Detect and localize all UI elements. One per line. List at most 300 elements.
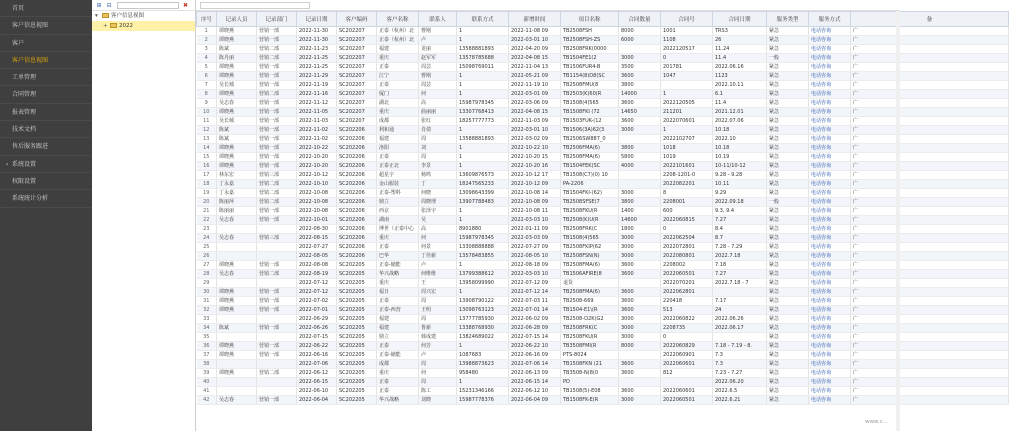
table-cell: 电话咨询 [809, 288, 851, 297]
table-cell: 吴长城 [217, 81, 257, 90]
table-cell: TB2508FRK(C [561, 324, 619, 333]
table-cell: 2022-04-08 15 [509, 54, 561, 63]
table-row[interactable] [197, 108, 1009, 117]
table-cell: 吴志春 [217, 234, 257, 243]
table-cell: 2022-11-03 09 [509, 117, 561, 126]
table-cell: 谭晓燕 [217, 369, 257, 378]
table-cell: 紧急 [767, 117, 809, 126]
table-row[interactable] [197, 342, 1009, 351]
tree-node[interactable] [92, 11, 195, 21]
sidebar-item[interactable] [0, 156, 92, 173]
table-row[interactable] [197, 207, 1009, 216]
table-cell: 2022.06.26 [713, 315, 767, 324]
table-row[interactable] [197, 252, 1009, 261]
table-cell: 西京 [377, 207, 419, 216]
table-cell: 正泰-塑料 [377, 189, 419, 198]
table-cell: SC202206 [337, 243, 377, 252]
table-cell: 福建 [377, 45, 419, 54]
table-cell: 紧急 [767, 243, 809, 252]
table-cell: 1 [457, 144, 509, 153]
table-row[interactable] [197, 351, 1009, 360]
table-cell: 何 [419, 369, 457, 378]
table-row[interactable] [197, 270, 1009, 279]
table-row[interactable] [197, 144, 1009, 153]
table-cell: 1 [457, 378, 509, 387]
table-cell: 紧急 [767, 90, 809, 99]
clear-search-icon[interactable]: ✖ [183, 1, 189, 9]
table-cell: 18 [197, 180, 217, 189]
table-cell [257, 360, 297, 369]
table-cell: 营销二部 [257, 180, 297, 189]
sidebar-item-label: 客户信息视图 [12, 56, 49, 64]
table-row[interactable] [197, 378, 1009, 387]
table-cell: 1 [457, 288, 509, 297]
table-cell: 2022-06-16 [297, 351, 337, 360]
table-cell: 15231346166 [457, 387, 509, 396]
table-cell: 2022062504 [661, 234, 713, 243]
table-cell: 3500 [619, 63, 661, 72]
table-row[interactable] [197, 117, 1009, 126]
table-cell: 3800 [619, 144, 661, 153]
table-cell: 1001 [661, 27, 713, 36]
table-cell: 14 [197, 144, 217, 153]
table-cell: 3600 [619, 369, 661, 378]
table-cell: SC202206 [337, 234, 377, 243]
table-row[interactable] [197, 27, 1009, 36]
table-cell: 电话咨询 [809, 90, 851, 99]
table-cell: 13799388612 [457, 270, 509, 279]
sidebar-item[interactable] [0, 173, 92, 190]
table-cell: 王 [419, 279, 457, 288]
sidebar-item[interactable] [0, 17, 92, 34]
table-cell: SC202205 [337, 369, 377, 378]
table-cell: 营销二部 [257, 270, 297, 279]
column-header[interactable]: 联系方式 [457, 12, 509, 27]
table-cell: 13578785688 [457, 54, 509, 63]
table-cell: 谭晓燕 [217, 162, 257, 171]
table-cell: SC202206 [337, 144, 377, 153]
table-cell: 1800 [619, 225, 661, 234]
sidebar-item[interactable] [0, 138, 92, 155]
table-cell: 紧急 [767, 234, 809, 243]
column-header[interactable]: 记录部门 [257, 12, 297, 27]
table-cell: 营销一部 [257, 36, 297, 45]
table-row[interactable] [197, 243, 1009, 252]
table-cell: 2022-11-12 [297, 99, 337, 108]
table-cell: 福建 [377, 135, 419, 144]
table-row[interactable] [197, 153, 1009, 162]
table-cell: SC202206 [337, 225, 377, 234]
table-cell: 电话咨询 [809, 27, 851, 36]
table-cell: 6 [197, 72, 217, 81]
table-cell: 电话咨询 [809, 360, 851, 369]
sidebar-item[interactable] [0, 52, 92, 69]
table-cell: 1 [457, 27, 509, 36]
column-header[interactable]: 服务类型 [767, 12, 809, 27]
table-cell: 2022-05-21 09 [509, 72, 561, 81]
table-cell: 30 [197, 288, 217, 297]
table-cell: SC202207 [337, 36, 377, 45]
table-cell: TB2508-669 [561, 297, 619, 306]
table-cell: 广 [851, 333, 1009, 342]
table-cell: TB2508FSH [561, 27, 619, 36]
table-cell: 紧急 [767, 216, 809, 225]
table-cell: 3000 [619, 333, 661, 342]
table-cell: SC202207 [337, 27, 377, 36]
expand-all-icon[interactable]: ⊞ [96, 1, 102, 9]
table-row[interactable] [197, 369, 1009, 378]
table-cell: 电话咨询 [809, 306, 851, 315]
table-row[interactable] [197, 54, 1009, 63]
table-cell: 刘晓 [419, 396, 457, 405]
table-row[interactable] [197, 189, 1009, 198]
table-cell: 9 [197, 99, 217, 108]
table-cell: 2022-10-20 [297, 153, 337, 162]
table-cell: 14000 [619, 90, 661, 99]
table-row[interactable] [197, 306, 1009, 315]
table-cell: TB1508(5)-E08 [561, 387, 619, 396]
table-cell: 8.7 [713, 234, 767, 243]
column-header[interactable]: 合同号 [661, 12, 713, 27]
table-cell: 广 [851, 360, 1009, 369]
table-cell: 重庆 [377, 369, 419, 378]
table-cell: 2022.7.18 [713, 252, 767, 261]
table-cell: 18247565233 [457, 180, 509, 189]
table-cell: 紧急 [767, 108, 809, 117]
table-cell: 王明 [419, 306, 457, 315]
table-cell: 广 [851, 351, 1009, 360]
table-cell: 营销一部 [257, 99, 297, 108]
table-cell: 赵军军 [419, 54, 457, 63]
sidebar-item[interactable] [0, 0, 92, 17]
table-cell: 丁永嘉 [217, 189, 257, 198]
sidebar-item[interactable] [0, 86, 92, 103]
table-cell: 何 [419, 234, 457, 243]
table-cell: 3600 [619, 270, 661, 279]
column-header[interactable]: 合同日期 [713, 12, 767, 27]
table-cell: 林东宏 [217, 171, 257, 180]
table-row[interactable] [197, 63, 1009, 72]
table-row[interactable] [197, 90, 1009, 99]
table-cell: 电话咨询 [809, 234, 851, 243]
table-cell: 广 [851, 324, 1009, 333]
table-cell: 电话咨询 [809, 108, 851, 117]
table-row[interactable] [197, 333, 1009, 342]
table-cell: 1123 [713, 72, 767, 81]
column-header[interactable]: 客户名称 [377, 12, 419, 27]
sidebar-item-label: 合同管理 [12, 91, 37, 99]
table-cell: SC202206 [337, 189, 377, 198]
table-cell: 巴华 [377, 252, 419, 261]
table-cell: SC202205 [337, 378, 377, 387]
table-row[interactable] [197, 45, 1009, 54]
table-cell: 13578483855 [457, 252, 509, 261]
table-cell: 42 [197, 396, 217, 405]
table-cell: 2022-06-04 09 [509, 396, 561, 405]
table-cell: 1 [457, 162, 509, 171]
table-cell: 3600 [619, 72, 661, 81]
table-cell: 14600 [619, 216, 661, 225]
table-cell: 紧急 [767, 342, 809, 351]
table-cell: 13388768930 [457, 324, 509, 333]
table-cell: 37 [197, 351, 217, 360]
table-cell: 广 [851, 369, 1009, 378]
table-cell: SC202205 [337, 261, 377, 270]
table-row[interactable] [197, 387, 1009, 396]
table-cell: 2022-06-10 [297, 387, 337, 396]
table-cell [217, 387, 257, 396]
table-cell: 1 [457, 126, 509, 135]
table-row[interactable] [197, 180, 1009, 189]
table-cell: 2022102707 [661, 135, 713, 144]
table-cell [217, 252, 257, 261]
table-cell: 2022-06-12 10 [509, 387, 561, 396]
sidebar-item-label: 权限设置 [12, 177, 37, 185]
table-cell: TB1154(8)D8(SC [561, 72, 619, 81]
table-cell: 13588881893 [457, 135, 509, 144]
tree-search-input[interactable] [117, 2, 179, 9]
table-cell: 谭晓燕 [217, 108, 257, 117]
table-row[interactable] [197, 198, 1009, 207]
table-cell: 2022120505 [661, 99, 713, 108]
table-cell [257, 378, 297, 387]
sidebar-item[interactable] [0, 121, 92, 138]
table-cell: 谭晓燕 [217, 153, 257, 162]
table-row[interactable] [197, 360, 1009, 369]
table-cell: 营销一部 [257, 135, 297, 144]
table-cell: PA-2206 [561, 180, 619, 189]
table-cell: SC202205 [337, 279, 377, 288]
table-row[interactable] [197, 279, 1009, 288]
table-cell: 吴长城 [217, 117, 257, 126]
table-cell: 9.28 - 9.28 [713, 171, 767, 180]
table-cell: 营销一部 [257, 216, 297, 225]
table-cell: 谭晓燕 [217, 342, 257, 351]
column-header[interactable]: 记录人员 [217, 12, 257, 27]
table-cell: 2022-03-03 09 [509, 234, 561, 243]
table-cell: 36 [197, 342, 217, 351]
table-cell: TRS3 [713, 27, 767, 36]
table-cell [619, 180, 661, 189]
table-cell: 3600 [619, 261, 661, 270]
table-row[interactable] [197, 315, 1009, 324]
table-cell: SC202206 [337, 180, 377, 189]
table-cell: 513 [661, 306, 713, 315]
table-cell: 营销一部 [257, 126, 297, 135]
table-cell: 电话咨询 [809, 171, 851, 180]
table-cell: 1 [661, 90, 713, 99]
expand-toggle-icon[interactable]: ▾ [95, 13, 98, 19]
column-header[interactable]: 项目名称 [561, 12, 619, 27]
sidebar-item[interactable] [0, 190, 92, 207]
table-cell: SC202205 [337, 288, 377, 297]
table-cell [257, 279, 297, 288]
sidebar-item[interactable] [0, 104, 92, 121]
table-cell: 金山服装 [377, 180, 419, 189]
sidebar-item[interactable] [0, 69, 92, 86]
table-cell: 2022-07-15 [297, 333, 337, 342]
table-cell: 7.27 [713, 216, 767, 225]
table-cell: 2022-06-26 [297, 324, 337, 333]
sidebar-item[interactable] [0, 35, 92, 52]
table-cell: 2022-08-15 [297, 234, 337, 243]
table-row[interactable] [197, 216, 1009, 225]
table-cell: 广 [851, 171, 1009, 180]
table-cell: 广 [851, 396, 1009, 405]
table-cell: 电话咨询 [809, 342, 851, 351]
sidebar-item-label: 报表管理 [12, 108, 37, 116]
column-header[interactable]: 记录日期 [297, 12, 337, 27]
expand-toggle-icon[interactable]: + [103, 23, 108, 29]
table-cell: 2208002 [661, 261, 713, 270]
tree-node-label: 客户信息视图 [111, 13, 145, 19]
vertical-scrollbar[interactable] [896, 11, 900, 431]
table-row[interactable] [197, 99, 1009, 108]
table-cell: 紧急 [767, 171, 809, 180]
column-header[interactable]: 联系人 [419, 12, 457, 27]
table-cell [619, 135, 661, 144]
table-cell: 广 [851, 54, 1009, 63]
table-row[interactable] [197, 261, 1009, 270]
table-cell [217, 360, 257, 369]
column-header[interactable]: 新增时间 [509, 12, 561, 27]
table-cell: 6.1 [713, 90, 767, 99]
table-row[interactable] [197, 135, 1009, 144]
table-cell: 刘 [419, 144, 457, 153]
table-cell: 广 [851, 198, 1009, 207]
table-cell: 958480 [457, 369, 509, 378]
table-row[interactable] [197, 81, 1009, 90]
table-cell: 福日 [377, 288, 419, 297]
table-cell: 龙丽 [419, 45, 457, 54]
table-cell: 电话咨询 [809, 387, 851, 396]
table-row[interactable] [197, 288, 1009, 297]
table-cell: 2022.06.16 [713, 63, 767, 72]
table-row[interactable] [197, 36, 1009, 45]
table-cell: 3600 [619, 297, 661, 306]
table-cell: 5 [197, 63, 217, 72]
table-cell: 2022-10-22 [297, 144, 337, 153]
column-header[interactable]: 合同数量 [619, 12, 661, 27]
table-row[interactable] [197, 396, 1009, 405]
table-cell: 3600 [619, 360, 661, 369]
table-cell: 广 [851, 36, 1009, 45]
table-cell: 广 [851, 270, 1009, 279]
table-cell: SC202205 [337, 297, 377, 306]
table-cell: 5800 [619, 153, 661, 162]
table-cell: 何景 [419, 243, 457, 252]
table-cell: 19 [197, 189, 217, 198]
table-row[interactable] [197, 234, 1009, 243]
table-cell: SC202206 [337, 198, 377, 207]
table-row[interactable] [197, 225, 1009, 234]
table-cell: 11.4 [713, 54, 767, 63]
table-cell: 正泰（杭州）北 [377, 36, 419, 45]
table-cell: TB2508FMA(6) [561, 261, 619, 270]
table-cell: 丁永嘉 [217, 180, 257, 189]
table-cell: 丁 [419, 180, 457, 189]
column-header[interactable]: 服务方式 [809, 12, 851, 27]
table-cell: 2022060901 [661, 351, 713, 360]
table-cell: 广 [851, 261, 1009, 270]
table-cell: TB1503FUK-(12 [561, 117, 619, 126]
table-cell: 7.23 - 7.27 [713, 369, 767, 378]
table-cell: SC202207 [337, 90, 377, 99]
table-cell: 陈斌 [217, 135, 257, 144]
grid-search-input[interactable] [200, 2, 310, 9]
table-cell: 正泰-西营 [377, 306, 419, 315]
table-cell: 电话咨询 [809, 162, 851, 171]
table-cell: 26 [197, 252, 217, 261]
table-cell: 7.3 [713, 351, 767, 360]
table-cell: 华兴战略 [377, 270, 419, 279]
table-cell: 电话咨询 [809, 189, 851, 198]
table-cell: 紧急 [767, 261, 809, 270]
table-cell: 何维维 [419, 270, 457, 279]
table-cell: 2021.12.01 [713, 108, 767, 117]
table-row[interactable] [197, 324, 1009, 333]
tree-node[interactable] [92, 21, 195, 31]
table-row[interactable] [197, 171, 1009, 180]
table-cell: 广 [851, 315, 1009, 324]
table-cell: TB2508FRK(0000 [561, 45, 619, 54]
table-cell: 吴志春 [217, 99, 257, 108]
sidebar-item-label: 工单管理 [12, 74, 37, 82]
table-cell: 厦门 [377, 90, 419, 99]
table-row[interactable] [197, 72, 1009, 81]
table-row[interactable] [197, 162, 1009, 171]
table-cell: TB1504FE1(2 [561, 54, 619, 63]
table-cell: 广 [851, 288, 1009, 297]
table-cell: 福建 [377, 315, 419, 324]
table-cell: 紧急 [767, 27, 809, 36]
table-cell: 2022082201 [661, 180, 713, 189]
table-cell: SC202205 [337, 315, 377, 324]
table-row[interactable] [197, 126, 1009, 135]
table-cell: SC202205 [337, 351, 377, 360]
table-cell: 营销一部 [257, 162, 297, 171]
table-cell: 2022-06-22 10 [509, 342, 561, 351]
table-cell: 正泰-储能 [377, 351, 419, 360]
table-cell: 吴 [419, 216, 457, 225]
table-cell: 8.4 [713, 225, 767, 234]
tree-node-list [92, 11, 195, 31]
table-cell: SC202207 [337, 63, 377, 72]
column-header[interactable]: 备 [851, 12, 1009, 27]
table-cell: 3600 [619, 99, 661, 108]
table-row[interactable] [197, 297, 1009, 306]
folder-icon [110, 23, 117, 28]
table-cell: 紧急 [767, 252, 809, 261]
table-cell: 广 [851, 63, 1009, 72]
table-cell: 13958099990 [457, 279, 509, 288]
table-cell: 11.4 [713, 99, 767, 108]
table-cell: 2022-11-03 [297, 117, 337, 126]
table-cell: 7.27 [713, 270, 767, 279]
table-cell: 广 [851, 252, 1009, 261]
table-cell: 广 [851, 378, 1009, 387]
table-cell: 广 [851, 126, 1009, 135]
column-header[interactable]: 序号 [197, 12, 217, 27]
table-cell: 2022-07-03 11 [509, 297, 561, 306]
table-cell: 营销一部 [257, 324, 297, 333]
table-cell: TB2508FMU(8 [561, 81, 619, 90]
sidebar-item-label: 客户 [12, 39, 25, 47]
column-header[interactable]: 客户编码 [337, 12, 377, 27]
table-cell: 2022.10 [713, 135, 767, 144]
table-cell: 2022.06.20 [713, 378, 767, 387]
collapse-all-icon[interactable]: ⊟ [106, 1, 112, 9]
